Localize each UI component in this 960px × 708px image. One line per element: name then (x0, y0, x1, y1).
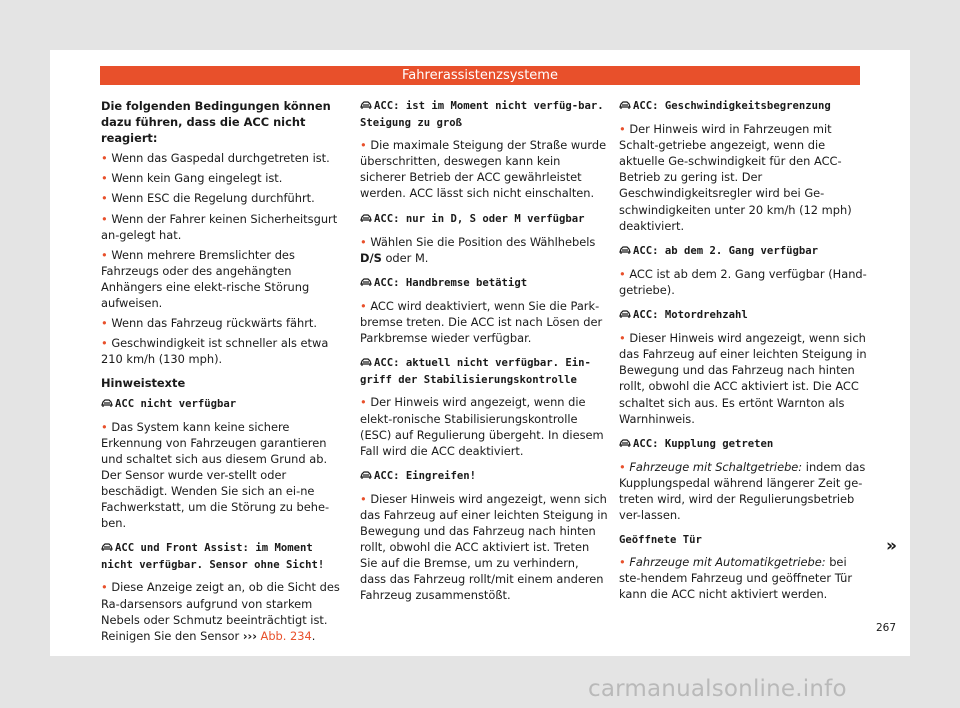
acc-car-icon (101, 397, 113, 413)
message-text: • ACC wird deaktiviert, wenn Sie die Park-bremse treten. Die ACC ist nach Lösen der Parkbremse wieder verfügbar. (360, 298, 603, 346)
list-item: • Wenn mehrere Bremslichter des Fahrzeugs oder des angehängten Anhängers eine elekt-rische Störung aufweisen. (101, 247, 310, 311)
list-item: • Wenn das Fahrzeug rückwärts fährt. (101, 316, 317, 331)
message-text: • Wählen Sie die Position des Wählhebels D/S oder M. (360, 234, 596, 265)
bullet-icon: • (101, 171, 108, 186)
message-text: • Der Hinweis wird in Fahrzeugen mit Schalt-getriebe angezeigt, wenn die aktuelle Ge-schwindigkeit für den ACC-Betrieb zu gering ist. Der Geschwindigkeitsregler wird bei Ge-schwindigkeiten unter 20 km/h (12 mph) deaktiviert. (619, 122, 852, 233)
page-number: 267 (876, 622, 897, 634)
message-text: • ACC ist ab dem 2. Gang verfügbar (Hand-getriebe). (619, 266, 867, 297)
message-title: Geöffnete Tür (619, 534, 702, 547)
bullet-icon: • (360, 138, 367, 153)
message-text: • Dieser Hinweis wird angezeigt, wenn sich das Fahrzeug auf einer leichten Steigung in Bewegung und das Fahrzeug nach hinten rollt, obwohl die ACC aktiviert ist. Die ACC schaltet sich aus. Es ertönt Warnton als Warnhinweis. (619, 331, 867, 426)
message-title: ACC: nur in D, S oder M verfügbar (360, 211, 608, 228)
acc-car-icon (360, 356, 372, 372)
bullet-icon: • (360, 234, 367, 249)
message-title: ACC: Eingreifen! (360, 468, 608, 485)
message-text: • Fahrzeuge mit Automatikgetriebe: bei ste-hendem Fahrzeug und geöffneter Tür kann die ACC nicht aktiviert werden. (619, 555, 853, 602)
column-2 (360, 98, 608, 604)
message-title: ACC: Kupplung getreten (619, 436, 867, 453)
message-text: • Dieser Hinweis wird angezeigt, wenn sich das Fahrzeug auf einer leichten Steigung in Bewegung und das Fahrzeug nach hinten rollt, obwohl die ACC aktiviert ist. Treten Sie auf die Bremse, um zu verhindern, dass das Fahrzeug rollt/mit einem anderen Fahrzeug zusammenstößt. (360, 491, 608, 603)
manual-page (50, 50, 910, 656)
acc-car-icon (360, 469, 372, 485)
message-text: • Diese Anzeige zeigt an, ob die Sicht des Ra-darsensors aufgrund von starkem Nebels oder Schmutz beeinträchtigt ist. Reinigen Sie den Sensor ››› Abb. 234. (101, 580, 340, 643)
message-title: ACC: Handbremse betätigt (360, 275, 608, 292)
bullet-icon: • (101, 151, 108, 166)
list-item: • Wenn ESC die Regelung durchführt. (101, 191, 315, 206)
bullet-icon: • (619, 122, 626, 137)
acc-car-icon (360, 99, 372, 115)
message-text: • Fahrzeuge mit Schaltgetriebe: indem das Kupplungspedal während längerer Zeit ge-treten wird, wird der Regulierungsbetrieb ver-lassen. (619, 459, 866, 523)
intro-heading: Die folgenden Bedingungen können dazu führen, dass die ACC nicht reagiert: (101, 99, 331, 146)
gear-position-label: D/S (360, 250, 382, 265)
bullet-icon: • (619, 331, 626, 346)
acc-car-icon (619, 308, 631, 324)
figure-reference-link[interactable]: Abb. 234 (260, 628, 312, 643)
acc-car-icon (619, 99, 631, 115)
message-title: ACC und Front Assist: im Moment nicht verfügbar. Sensor ohne Sicht! (101, 542, 325, 572)
cross-reference-arrow: ››› (242, 628, 257, 643)
acc-car-icon (101, 541, 113, 557)
bullet-icon: • (101, 316, 108, 331)
bullet-icon: • (619, 555, 626, 570)
acc-car-icon (360, 212, 372, 228)
acc-car-icon (619, 244, 631, 260)
bullet-icon: • (619, 459, 626, 474)
message-title: ACC: ab dem 2. Gang verfügbar (619, 243, 867, 260)
bullet-icon: • (619, 266, 626, 281)
bullet-icon: • (101, 247, 108, 262)
bullet-icon: • (101, 580, 108, 595)
list-item: • Wenn der Fahrer keinen Sicherheitsgurt an-gelegt hat. (101, 211, 338, 242)
message-text: • Der Hinweis wird angezeigt, wenn die elekt-ronische Stabilisierungskontrolle (ESC) auf Regulierung übergeht. In diesem Fall wird die ACC deaktiviert. (360, 395, 604, 458)
list-item: • Wenn kein Gang eingelegt ist. (101, 171, 283, 186)
watermark: carmanualsonline.info (588, 676, 847, 702)
column-1 (101, 98, 349, 644)
acc-car-icon (360, 276, 372, 292)
message-title: ACC nicht verfügbar (101, 396, 349, 413)
bullet-icon: • (101, 211, 108, 226)
message-title: ACC: Geschwindigkeitsbegrenzung (619, 98, 867, 115)
message-text: • Die maximale Steigung der Straße wurde überschritten, deswegen kann kein sicherer Betrieb der ACC gewährleistet werden. ACC lässt sich nicht einschalten. (360, 138, 607, 201)
column-3 (619, 98, 867, 603)
bullet-icon: • (101, 191, 108, 206)
message-title: ACC: aktuell nicht verfügbar. Ein-griff der Stabilisierungskontrolle (360, 357, 591, 387)
list-item: • Wenn das Gaspedal durchgetreten ist. (101, 151, 330, 166)
message-title: ACC: Motordrehzahl (619, 307, 867, 324)
message-title: ACC: ist im Moment nicht verfüg-bar. Steigung zu groß (360, 100, 604, 130)
bullet-icon: • (360, 298, 367, 313)
bullet-icon: • (101, 336, 108, 351)
bullet-icon: • (360, 491, 367, 506)
acc-car-icon (619, 437, 631, 453)
page-header: Fahrerassistenzsysteme (100, 66, 860, 85)
bullet-icon: • (360, 395, 367, 410)
message-text: • Das System kann keine sichere Erkennung von Fahrzeugen garantieren und schaltet sich aus diesem Grund ab. Der Sensor wurde ver-stellt oder beschädigt. Wenden Sie sich an ei-ne Fachwerkstatt, um die Störung zu behe-ben. (101, 419, 330, 531)
continue-icon: » (886, 536, 897, 556)
section-heading: Hinweistexte (101, 376, 186, 391)
list-item: • Geschwindigkeit ist schneller als etwa 210 km/h (130 mph). (101, 336, 329, 367)
bullet-icon: • (101, 419, 108, 434)
